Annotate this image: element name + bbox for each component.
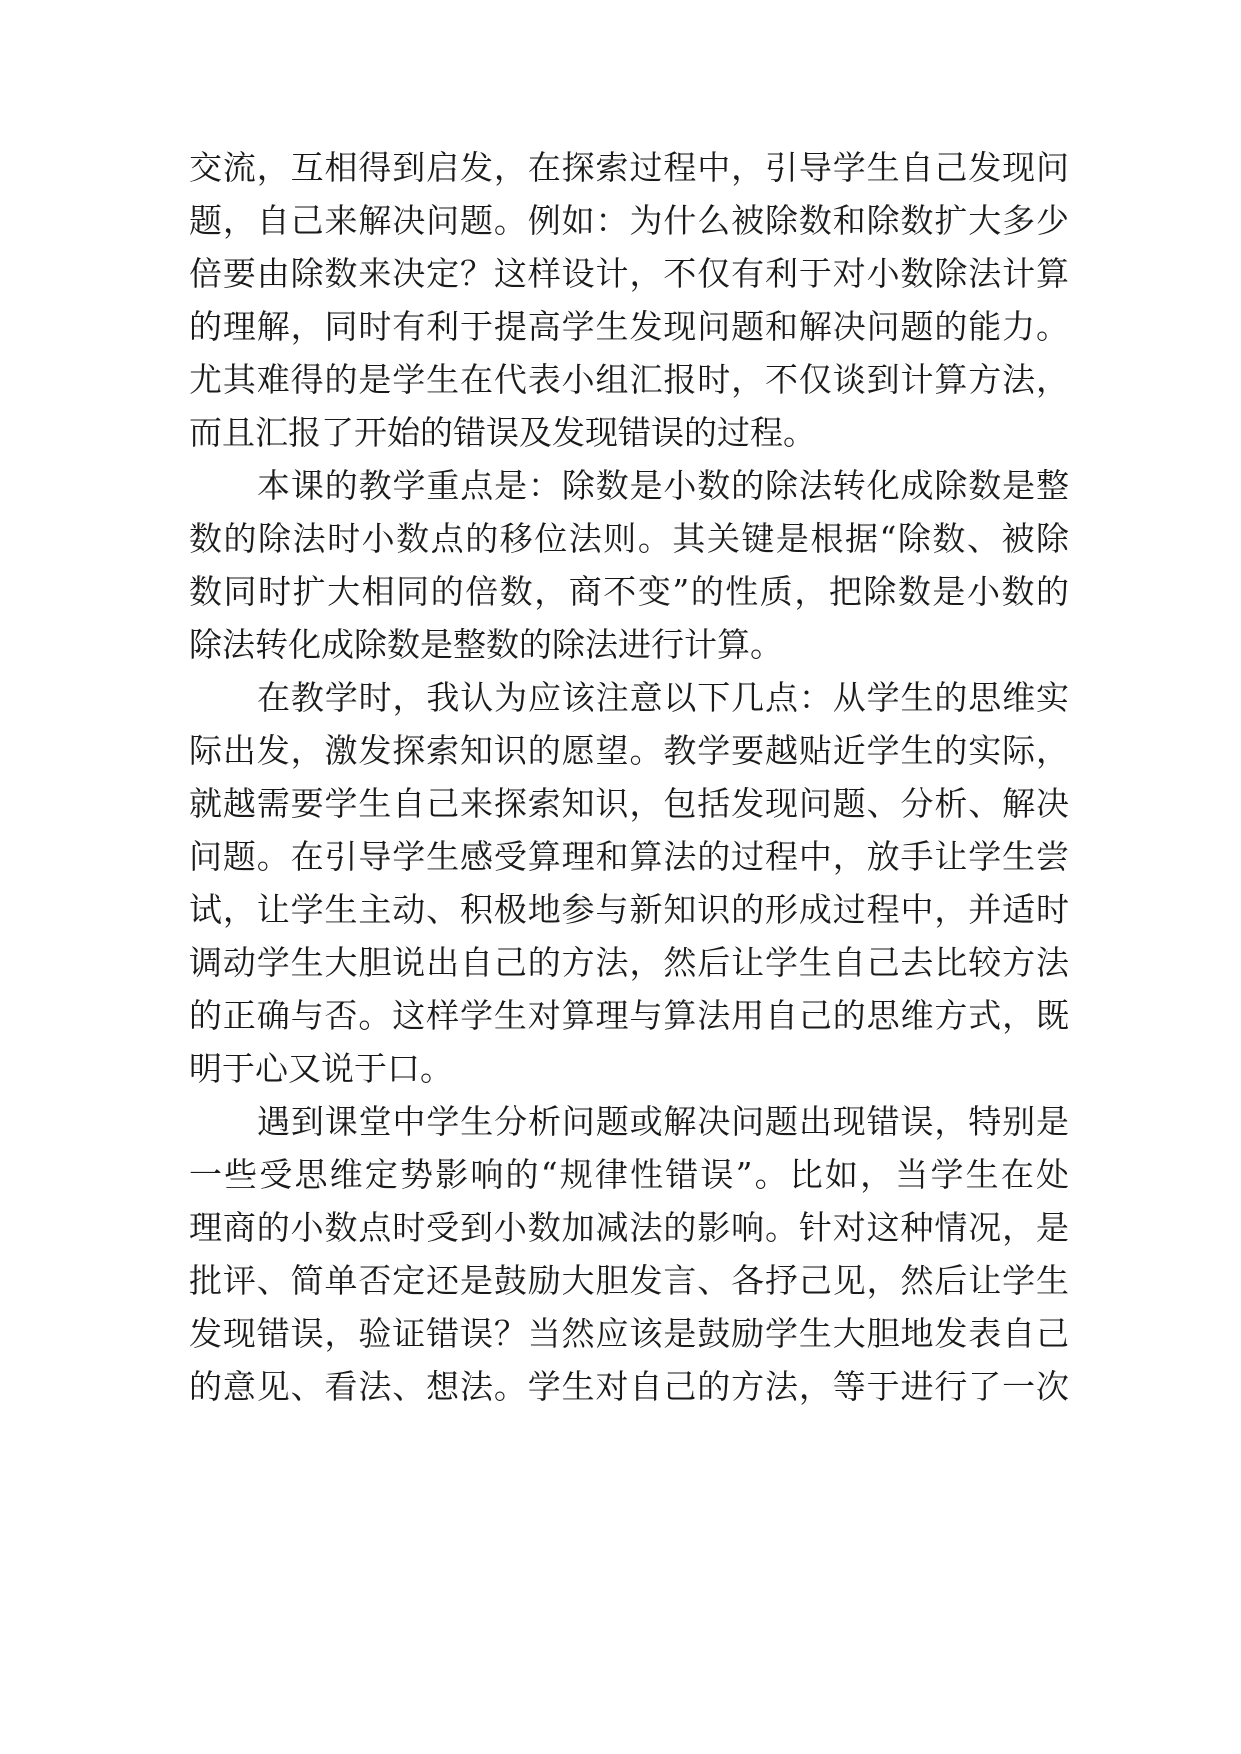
text-line: 数的除法时小数点的移位法则。其关键是根据“除数、被除 — [189, 519, 1069, 558]
text-line: 批评、简单否定还是鼓励大胆发言、各抒己见，然后让学生 — [189, 1261, 1069, 1300]
text-line: 而且汇报了开始的错误及发现错误的过程。 — [189, 413, 816, 452]
text-line: 试，让学生主动、积极地参与新知识的形成过程中，并适时 — [189, 890, 1069, 929]
text-line: 的意见、看法、想法。学生对自己的方法，等于进行了一次 — [189, 1367, 1069, 1406]
text-line: 的理解，同时有利于提高学生发现问题和解决问题的能力。 — [189, 307, 1069, 346]
text-line: 明于心又说于口。 — [189, 1049, 453, 1088]
text-line: 调动学生大胆说出自己的方法，然后让学生自己去比较方法 — [189, 943, 1069, 982]
text-line: 发现错误，验证错误？当然应该是鼓励学生大胆地发表自己 — [189, 1314, 1069, 1353]
text-line: 交流，互相得到启发，在探索过程中，引导学生自己发现问 — [189, 148, 1069, 187]
text-line: 问题。在引导学生感受算理和算法的过程中，放手让学生尝 — [189, 837, 1069, 876]
text-line: 理商的小数点时受到小数加减法的影响。针对这种情况，是 — [189, 1208, 1069, 1247]
paragraph-first-line: 本课的教学重点是：除数是小数的除法转化成除数是整 — [257, 466, 1069, 505]
text-line: 就越需要学生自己来探索知识，包括发现问题、分析、解决 — [189, 784, 1069, 823]
text-line: 尤其难得的是学生在代表小组汇报时，不仅谈到计算方法， — [189, 360, 1069, 399]
text-line: 际出发，激发探索知识的愿望。教学要越贴近学生的实际， — [189, 731, 1069, 770]
text-line: 倍要由除数来决定？这样设计，不仅有利于对小数除法计算 — [189, 254, 1069, 293]
text-line: 一些受思维定势影响的“规律性错误”。比如，当学生在处 — [189, 1155, 1069, 1194]
paragraph-first-line: 在教学时，我认为应该注意以下几点：从学生的思维实 — [257, 678, 1069, 717]
text-line: 数同时扩大相同的倍数，商不变”的性质，把除数是小数的 — [189, 572, 1069, 611]
text-line: 的正确与否。这样学生对算理与算法用自己的思维方式，既 — [189, 996, 1069, 1035]
paragraph-first-line: 遇到课堂中学生分析问题或解决问题出现错误，特别是 — [257, 1102, 1069, 1141]
text-line: 题，自己来解决问题。例如：为什么被除数和除数扩大多少 — [189, 201, 1069, 240]
text-line: 除法转化成除数是整数的除法进行计算。 — [189, 625, 783, 664]
